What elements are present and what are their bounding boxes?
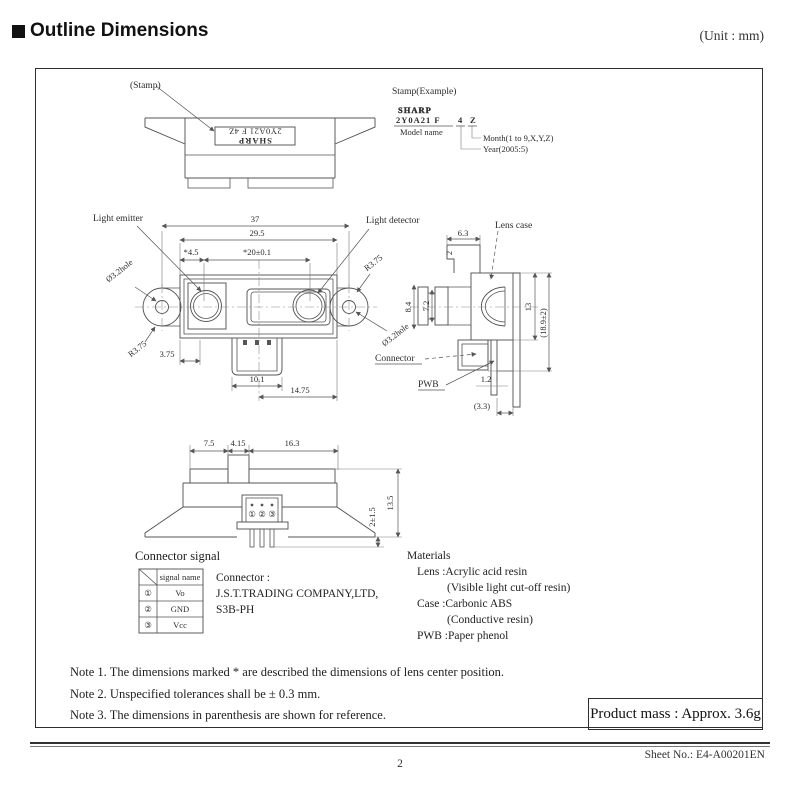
table-col-header: signal name [159,572,201,582]
materials-line: (Visible light cut-off resin) [447,582,571,594]
stamp-code-text: 2Y0A21 F 4Z [228,126,282,137]
table-row-1-no: ① [144,588,152,598]
dim-r-left: R3.75 [125,338,149,359]
pwb-label: PWB [418,380,439,390]
lot-month-digit: Z [470,115,476,125]
connector-info-part: S3B-PH [216,604,255,616]
page-number: 2 [397,758,403,770]
dim-13-5: 13.5 [385,495,395,511]
stamp-text [228,127,281,147]
dim-14-75: 14.75 [290,385,310,395]
connector-info-title: Connector : [216,572,270,584]
materials-line: PWB :Paper phenol [417,630,509,642]
section-marker-icon [12,25,25,38]
dim-13: 13 [523,302,533,312]
year-bracket-line [461,126,481,149]
connector-signal-table [138,568,206,634]
side-view-drawing [370,215,623,415]
materials-line: Lens :Acrylic acid resin [417,566,528,578]
sheet-number: Sheet No.: E4-A00201EN [644,749,765,761]
page-title-text: Outline Dimensions [30,20,209,41]
table-row-2-no: ② [144,604,152,614]
note-3: Note 3. The dimensions in parenthesis are shown for reference. [70,708,386,722]
note-2: Note 2. Unspecified tolerances shall be ± 0.3 mm. [70,686,321,701]
materials-line: Case :Carbonic ABS [417,598,513,610]
connector-info [216,570,378,618]
stamp-label: (Stamp) [130,81,161,91]
notes-block [70,662,504,727]
materials-block [407,548,570,644]
dim-29-5: 29.5 [249,228,265,238]
bottom-view-dimension-lines [190,451,398,547]
dim-6-3: 6.3 [457,228,469,238]
materials-heading: Materials [407,550,451,562]
product-mass-box [588,698,763,730]
top-view-drawing [110,78,390,203]
dim-18-9: (18.9±2) [538,308,548,338]
light-emitter-label: Light emitter [93,214,143,224]
dim-2: 2 [444,250,454,256]
dim-4-15: 4.15 [230,438,246,448]
materials-line: (Conductive resin) [447,614,533,626]
dim-hole-right: Ø3.2hole [379,321,411,349]
product-mass-text: Product mass : Approx. 3.6g [590,705,761,722]
lot-year-digit: 4 [458,115,463,125]
pin-2-number: ② [258,509,266,519]
stamp-example [385,82,635,197]
side-view-leader-lines [425,231,498,385]
connector-signal-heading: Connector signal [135,549,221,563]
month-bracket-line [472,126,481,138]
dim-7-5: 7.5 [203,438,215,448]
table-row-1-name: Vo [175,588,185,598]
dim-1-2: 1.2 [480,374,492,384]
bottom-view-extension-lines [190,445,402,547]
bottom-view-drawing [130,425,420,565]
table-diagonal-line [139,569,157,585]
front-view-body [143,275,368,375]
model-code-text: 2Y0A21 F [396,115,441,125]
connector-label: Connector [375,354,415,364]
light-detector-label: Light detector [366,216,420,226]
dim-hole-left: Ø3.2hole [103,257,135,285]
footer-rule [30,742,770,747]
unit-note: (Unit : mm) [699,28,764,43]
month-note: Month(1 to 9,X,Y,Z) [483,133,554,143]
sharp-logo-text: SHARP [398,105,432,115]
note-1: Note 1. The dimensions marked * are described the dimensions of lens center position. [70,665,505,679]
dim-20: *20±0.1 [242,247,272,257]
table-row-3-name: Vcc [173,620,187,630]
pin-3-number: ③ [268,509,276,519]
connector-info-company: J.S.T.TRADING COMPANY,LTD, [216,588,379,600]
dim-3-3: (3.3) [473,401,491,411]
stamp-example-heading: Stamp(Example) [392,87,457,97]
dim-r-right: R3.75 [361,252,385,273]
dim-37: 37 [250,214,260,224]
table-row-2-name: GND [170,604,190,614]
dim-3-75: 3.75 [159,349,175,359]
model-name-label: Model name [400,127,443,137]
dim-10-1: 10.1 [249,374,265,384]
year-note: Year(2005:5) [483,144,528,154]
table-row-3-no: ③ [144,620,152,630]
dim-16-3: 16.3 [284,438,300,448]
dim-8-4: 8.4 [403,301,413,313]
dim-4-5: *4.5 [183,247,199,257]
dim-2-1-5: 2±1.5 [367,507,377,527]
stamp-logo-text: SHARP [238,136,272,146]
lens-case-label: Lens case [495,221,533,231]
page-title [12,20,208,42]
dim-7-2: 7.2 [421,300,431,312]
pin-1-number: ① [248,509,256,519]
